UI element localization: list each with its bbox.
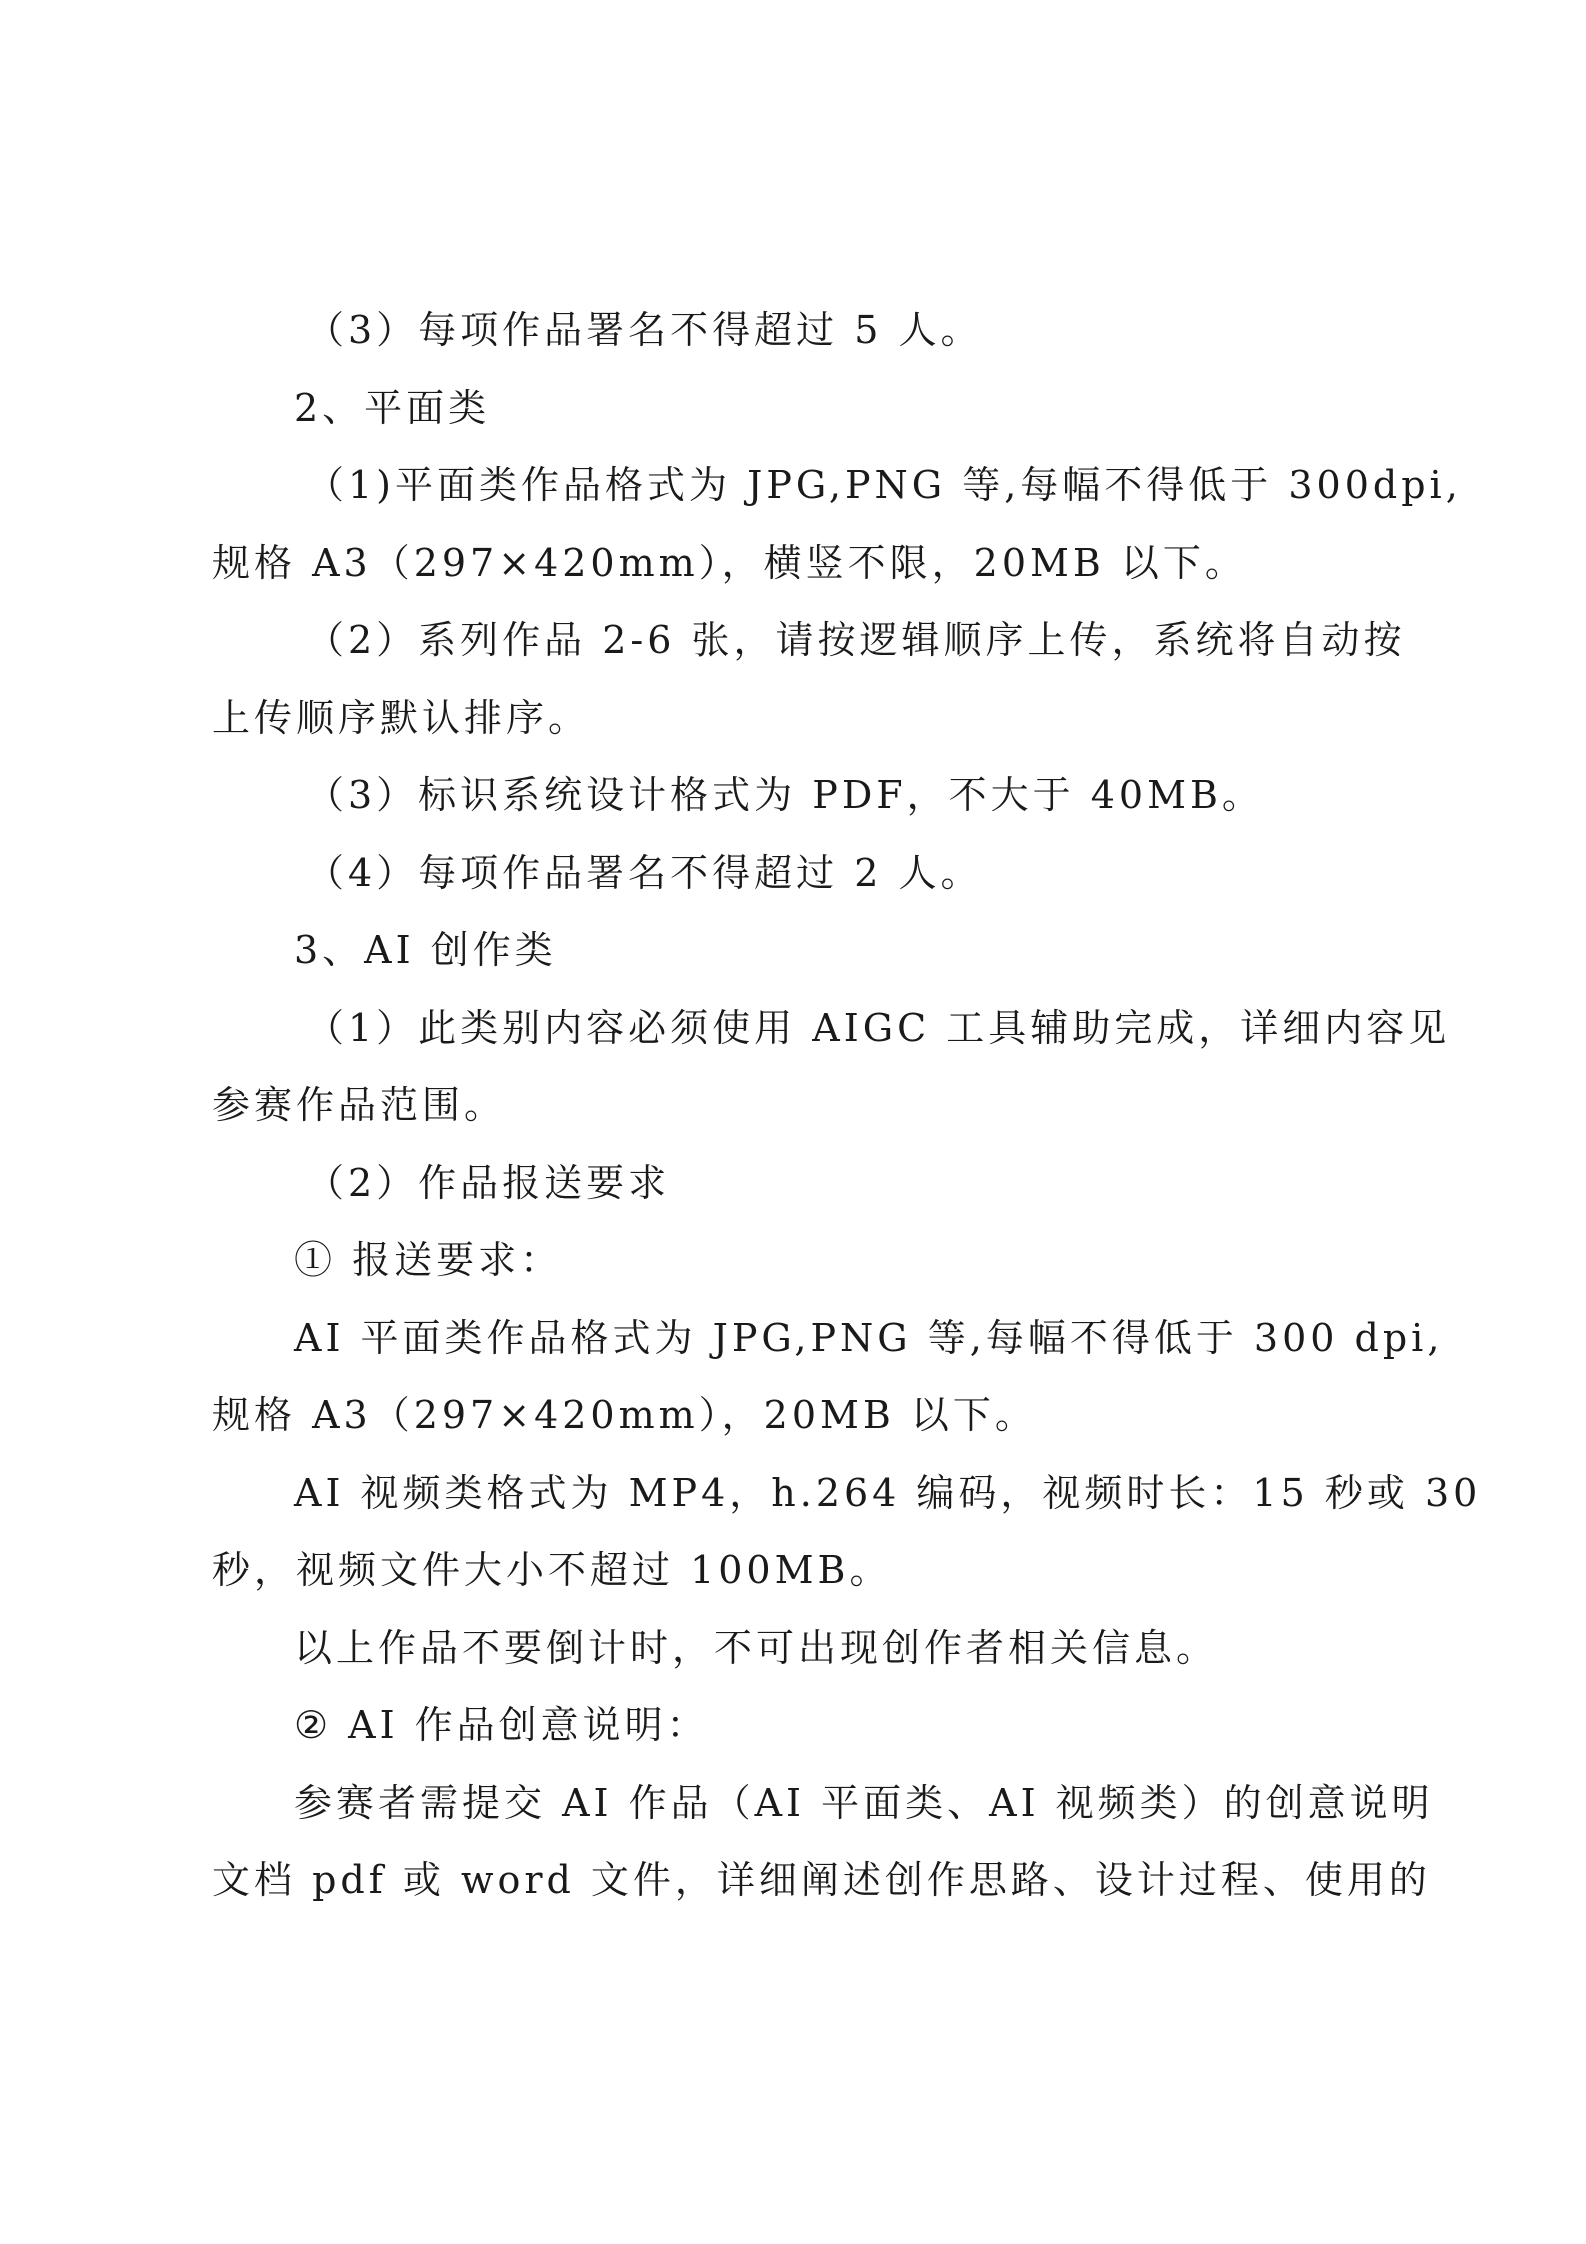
section-heading-ai: 3、AI 创作类: [294, 928, 557, 972]
paragraph-line: 文档 pdf 或 word 文件，详细阐述创作思路、设计过程、使用的: [212, 1858, 1431, 1902]
paragraph-line: 规格 A3（297×420mm），20MB 以下。: [212, 1393, 1037, 1437]
circled-item-heading: ② AI 作品创意说明：: [294, 1703, 709, 1747]
paragraph-line: （2）作品报送要求: [306, 1160, 671, 1205]
paragraph-line: 参赛作品范围。: [212, 1083, 507, 1127]
paragraph-line: 参赛者需提交 AI 作品（AI 平面类、AI 视频类）的创意说明: [294, 1780, 1434, 1825]
paragraph-line: （3）标识系统设计格式为 PDF，不大于 40MB。: [306, 773, 1264, 817]
document-body: [212, 292, 1482, 1920]
section-heading-graphic: 2、平面类: [294, 385, 491, 430]
paragraph-line: 规格 A3（297×420mm），横竖不限，20MB 以下。: [212, 540, 1247, 585]
paragraph-line: 秒，视频文件大小不超过 100MB。: [212, 1548, 892, 1592]
paragraph-line: （3）每项作品署名不得超过 5 人。: [306, 308, 983, 352]
paragraph-line: （1)平面类作品格式为 JPG,PNG 等,每幅不得低于 300dpi,: [306, 463, 1462, 507]
paragraph-line: AI 平面类作品格式为 JPG,PNG 等,每幅不得低于 300 dpi,: [294, 1315, 1444, 1360]
paragraph-line: 以上作品不要倒计时，不可出现创作者相关信息。: [294, 1625, 1219, 1670]
paragraph-line: 上传顺序默认排序。: [212, 695, 591, 740]
paragraph-line: （1）此类别内容必须使用 AIGC 工具辅助完成，详细内容见: [306, 1005, 1451, 1050]
paragraph-line: （4）每项作品署名不得超过 2 人。: [306, 850, 983, 895]
paragraph-line: （2）系列作品 2-6 张，请按逻辑顺序上传，系统将自动按: [306, 618, 1406, 662]
circled-item-heading: ① 报送要求：: [294, 1238, 563, 1282]
paragraph-line: AI 视频类格式为 MP4，h.264 编码，视频时长：15 秒或 30: [294, 1470, 1482, 1515]
